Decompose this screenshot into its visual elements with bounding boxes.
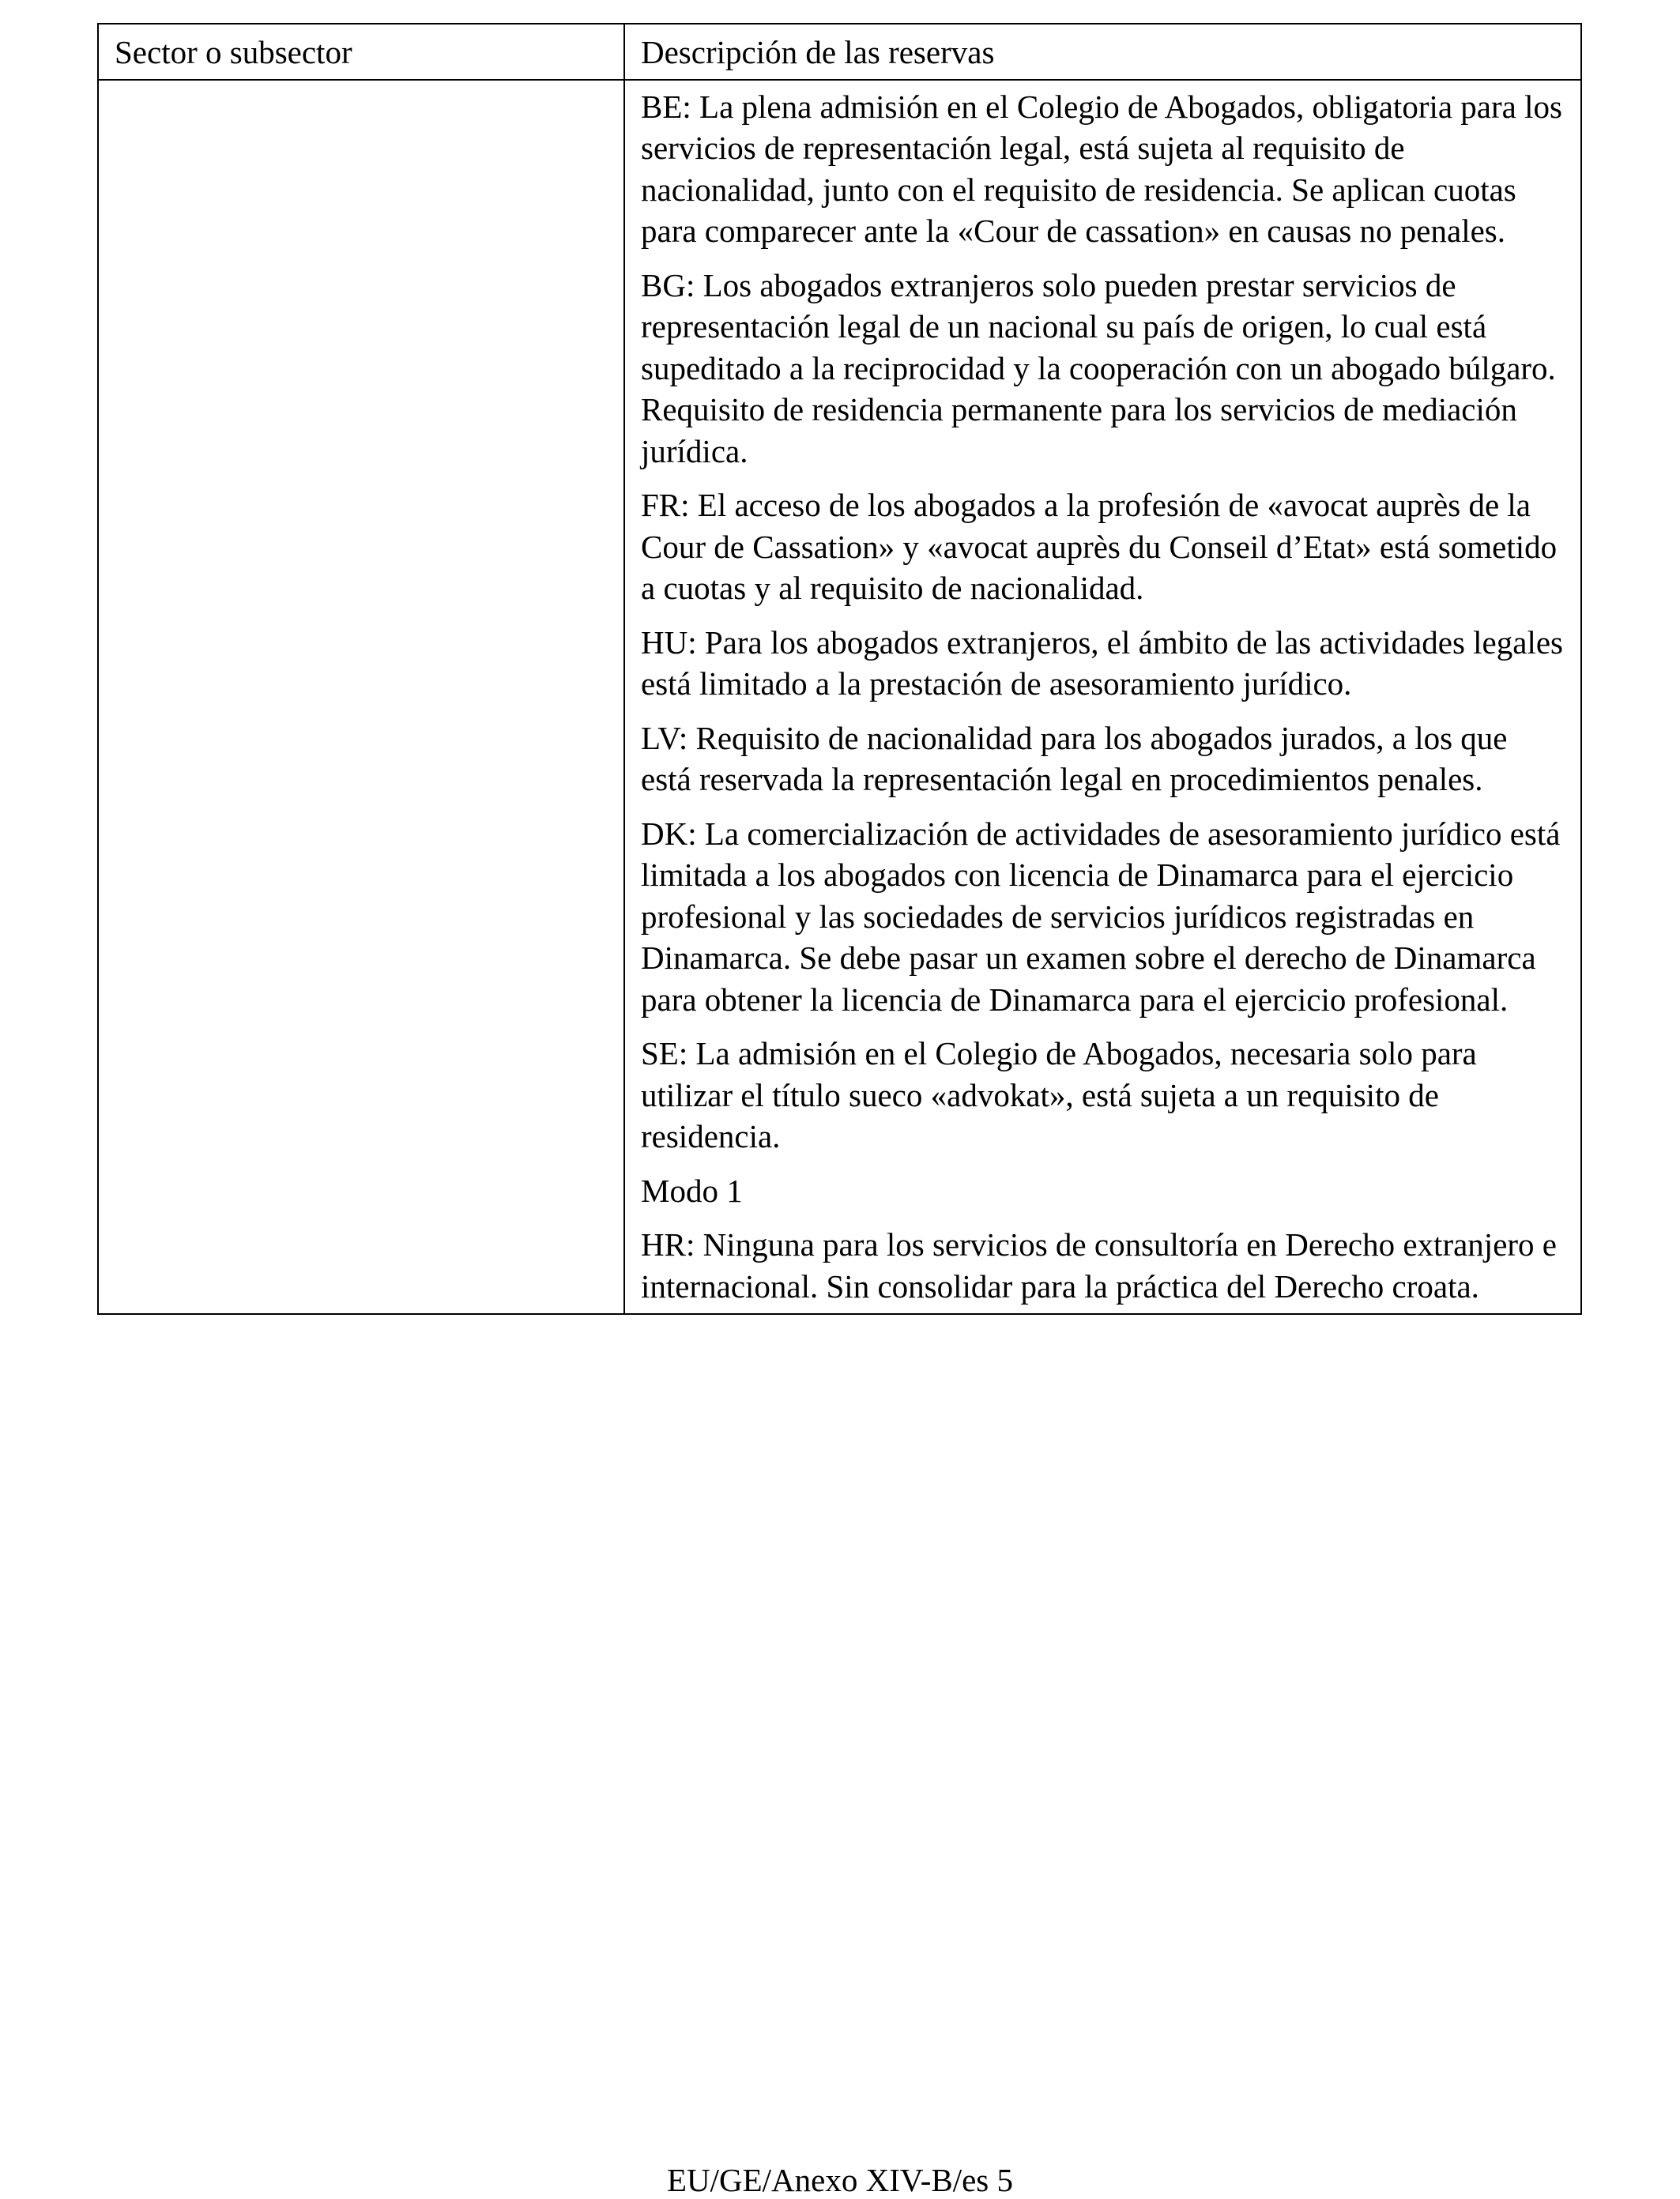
table-row [98,80,1581,1315]
reservation-paragraph-lv: LV: Requisito de nacionalidad para los abogados jurados, a los que está reservada la representación legal en procedimientos penales. [641,719,1508,797]
reservation-paragraph-bg: BG: Los abogados extranjeros solo pueden prestar servicios de representación legal de un nacional su país de origen, lo cual está supeditado a la reciprocidad y la cooperación con un abogado búlgaro. Requisito de residencia permanente para los servicios de mediación jurídica. [641,266,1556,469]
reservation-paragraph-se: SE: La admisión en el Colegio de Abogados, necesaria solo para utilizar el título sueco «advokat», está sujeta a un requisito de residencia. [641,1035,1477,1154]
reservation-paragraph-hr: HR: Ninguna para los servicios de consultoría en Derecho extranjero e internacional. Sin consolidar para la práctica del Derecho croata. [641,1226,1557,1305]
reservation-paragraph-be: BE: La plena admisión en el Colegio de Abogados, obligatoria para los servicios de representación legal, está sujeta al requisito de nacionalidad, junto con el requisito de residencia. Se aplican cuotas para comparecer ante la «Cour de cassation» en causas no penales. [641,88,1562,249]
cell-descripcion [624,80,1581,1315]
mode-heading: Modo 1 [641,1172,743,1209]
cell-sector [98,80,624,1315]
reservation-paragraph-hu: HU: Para los abogados extranjeros, el ámbito de las actividades legales está limitado a la prestación de asesoramiento jurídico. [641,623,1563,702]
header-descripcion: Descripción de las reservas [624,24,1581,80]
reservations-table [97,23,1582,1315]
reservation-paragraph-dk: DK: La comercialización de actividades de asesoramiento jurídico está limitada a los abogados con licencia de Dinamarca para el ejercicio profesional y las sociedades de servicios jurídicos registradas en Dinamarca. Se debe pasar un examen sobre el derecho de Dinamarca para obtener la licencia de Dinamarca para el ejercicio profesional. [641,815,1561,1018]
header-sector: Sector o subsector [98,24,624,80]
page-footer: EU/GE/Anexo XIV-B/es 5 [666,2162,1014,2198]
table-header-row [98,24,1581,80]
reservation-paragraph-fr: FR: El acceso de los abogados a la profesión de «avocat auprès de la Cour de Cassation» y «avocat auprès du Conseil d’Etat» está sometido a cuotas y al requisito de nacionalidad. [641,487,1558,606]
